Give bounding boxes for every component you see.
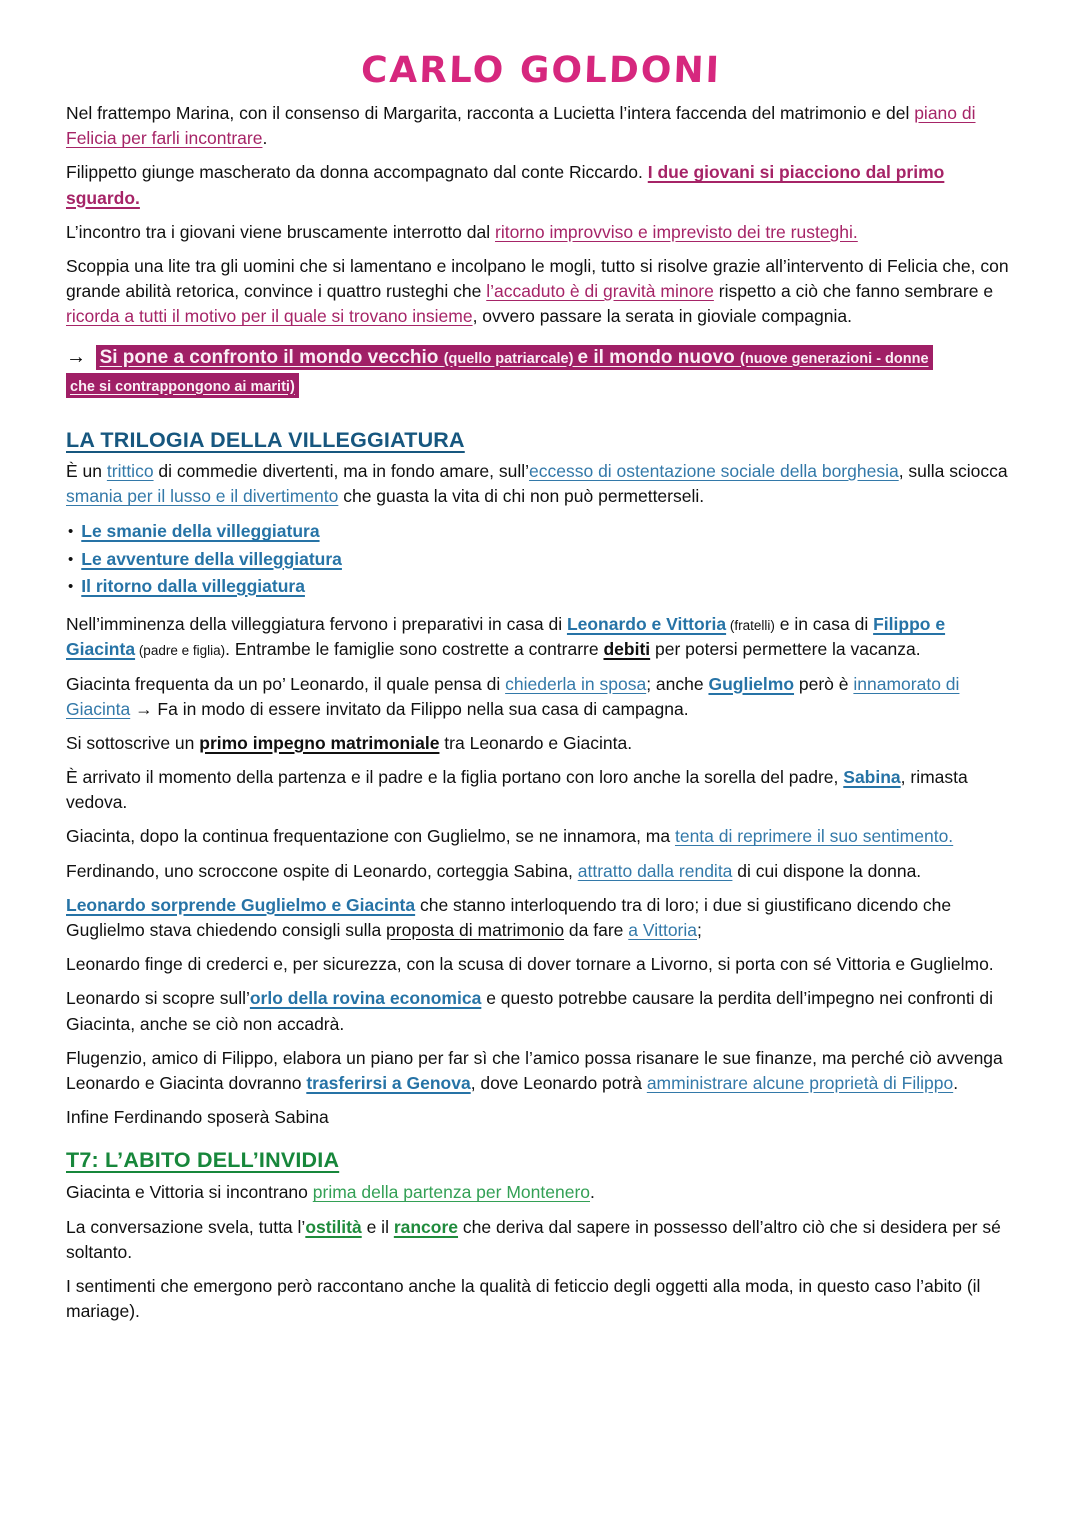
paragraph — [66, 859, 1016, 884]
text-segment: Nel frattempo Marina, con il consenso di Margarita, racconta a Lucietta l’intera faccenda del matrimonio e del — [66, 103, 915, 123]
text-segment: e in casa di — [774, 614, 874, 635]
text-segment: proposta di matrimonio — [386, 920, 565, 941]
bullet-item — [66, 546, 1016, 572]
section-heading-green: T7: L’ABITO DELL’INVIDIA — [66, 1148, 340, 1173]
text-segment: La conversazione svela, tutta l’ — [66, 1216, 306, 1237]
text-segment: Nell’imminenza della villeggiatura fervono i preparativi in casa di — [66, 614, 567, 635]
paragraph — [66, 160, 1016, 210]
highlight-segment: Si pone a confronto il mondo vecchio — [99, 346, 444, 368]
text-segment: Giacinta frequenta da un po’ Leonardo, il quale pensa di — [66, 673, 506, 694]
bullet-text: Le smanie della villeggiatura — [81, 521, 320, 542]
text-segment: → Fa in modo di essere invitato da Filippo nella sua casa di campagna. — [130, 698, 689, 719]
text-segment: Giacinta e Vittoria si incontrano — [66, 1182, 313, 1203]
text-segment: Filippo e Giacinta — [66, 614, 946, 660]
text-segment: ritorno improvviso e imprevisto dei tre rusteghi. — [495, 221, 858, 242]
bullet-text: Le avventure della villeggiatura — [81, 548, 342, 569]
text-segment: eccesso di ostentazione sociale della borghesia — [529, 461, 899, 482]
text-segment: Guglielmo — [708, 673, 795, 694]
text-segment: e questo potrebbe causare la perdita dell’impegno nei confronti di Giacinta, anche se ciò non accadrà. — [66, 988, 994, 1034]
paragraph — [66, 220, 1016, 245]
text-segment: piano di Felicia per farli incontrare — [66, 103, 976, 149]
paragraph — [66, 672, 1016, 722]
bullet-text: Il ritorno dalla villeggiatura — [81, 575, 305, 596]
paragraph — [66, 254, 1016, 330]
text-segment: rispetto a ciò che fanno sembrare e — [713, 281, 994, 302]
text-segment: prima della partenza per Montenero — [312, 1182, 591, 1203]
bullet-icon: • — [68, 577, 74, 595]
text-segment: per potersi permettere la vacanza. — [650, 639, 921, 660]
text-segment: . — [590, 1182, 595, 1203]
text-segment: debiti — [603, 639, 651, 660]
text-segment: amministrare alcune proprietà di Filippo — [646, 1072, 954, 1093]
paragraph — [66, 986, 1016, 1036]
text-segment: tenta di reprimere il suo sentimento. — [674, 826, 954, 847]
bullet-icon: • — [68, 550, 74, 568]
text-segment: Ferdinando, uno scroccone ospite di Leonardo, corteggia Sabina, — [66, 860, 578, 881]
bullet-list — [66, 518, 1016, 599]
text-segment: attratto dalla rendita — [577, 860, 733, 881]
text-segment: e il — [361, 1216, 394, 1237]
paragraph — [66, 824, 1016, 849]
text-segment: ostilità — [305, 1216, 362, 1237]
text-segment: Leonardo si scopre sull’ — [66, 988, 250, 1009]
text-segment: di cui dispone la donna. — [732, 860, 922, 881]
text-segment: Scoppia una lite tra gli uomini che si lamentano e incolpano le mogli, tutto si risolve grazie all’intervento di Felicia che, con grande abilità retorica, convince i quattro rusteghi che — [66, 255, 1009, 302]
text-segment: Flugenzio, amico di Filippo, elabora un piano per far sì che l’amico possa risanare le sue finanze, ma perché ciò avvenga Leonardo e Giacinta dovranno — [66, 1047, 1003, 1093]
paragraph — [66, 952, 1016, 977]
text-segment: Si sottoscrive un — [66, 732, 200, 753]
highlight-segment: (quello patriarcale) — [443, 350, 578, 367]
text-segment: L’incontro tra i giovani viene bruscamente interrotto dal — [66, 221, 495, 242]
bullet-icon: • — [68, 523, 74, 541]
text-segment: chiederla in sposa — [505, 673, 647, 694]
text-segment: ; anche — [646, 673, 709, 694]
paragraph — [66, 765, 1016, 815]
text-segment: rancore — [393, 1216, 459, 1237]
text-segment: Leonardo e Vittoria — [566, 614, 727, 635]
text-segment: Infine Ferdinando sposerà Sabina — [66, 1107, 329, 1128]
highlight-segment: (nuove generazioni - donne — [740, 350, 929, 367]
text-segment: Sabina — [843, 767, 901, 788]
text-segment: , sulla sciocca — [898, 461, 1008, 482]
section-heading-blue: LA TRILOGIA DELLA VILLEGGIATURA — [66, 428, 465, 453]
bullet-item — [66, 573, 1016, 599]
document-body — [66, 101, 1016, 1324]
text-segment: però è — [794, 673, 854, 694]
text-segment: Filippetto giunge mascherato da donna accompagnato dal conte Riccardo. — [66, 162, 648, 183]
text-segment: Leonardo sorprende Guglielmo e Giacinta — [66, 894, 416, 915]
highlighted-note — [66, 343, 1016, 400]
text-segment: . — [953, 1072, 959, 1093]
text-segment: che stanno interloquendo tra di loro; i due si giustificano dicendo che Guglielmo stava chiedendo consigli sulla — [66, 894, 952, 941]
text-segment: , rimasta vedova. — [66, 767, 968, 813]
paragraph — [66, 1274, 1016, 1324]
text-segment: tra Leonardo e Giacinta. — [439, 732, 633, 753]
highlight-text — [66, 345, 933, 398]
arrow-icon: → — [66, 345, 92, 368]
text-segment: . Entrambe le famiglie sono costrette a contrarre — [225, 639, 604, 660]
paragraph — [66, 1180, 1016, 1205]
text-segment: che guasta la vita di chi non può permetterseli. — [338, 486, 705, 507]
text-segment: di commedie divertenti, ma in fondo amare, sull’ — [153, 461, 530, 482]
paragraph — [66, 1105, 1016, 1130]
text-segment: (padre e figlia) — [135, 643, 226, 659]
text-segment: , ovvero passare la serata in gioviale compagnia. — [472, 306, 852, 327]
text-segment: trasferirsi a Genova — [306, 1072, 471, 1093]
page-title: CARLO GOLDONI — [360, 50, 722, 91]
text-segment: orlo della rovina economica — [249, 988, 482, 1009]
text-segment: innamorato di Giacinta — [66, 673, 960, 719]
text-segment: ; — [697, 920, 702, 941]
bullet-item — [66, 518, 1016, 544]
text-segment: , dove Leonardo potrà — [470, 1072, 647, 1093]
highlight-segment: e il mondo nuovo — [577, 346, 741, 368]
paragraph — [66, 1215, 1016, 1265]
text-segment: I sentimenti che emergono però raccontano anche la qualità di feticcio degli oggetti alla moda, in questo caso l’abito (il mariage). — [66, 1275, 981, 1322]
paragraph — [66, 731, 1016, 756]
text-segment: smania per il lusso e il divertimento — [66, 486, 339, 507]
text-segment: È arrivato il momento della partenza e il padre e la figlia portano con loro anche la sorella del padre, — [66, 767, 844, 788]
paragraph — [66, 459, 1016, 509]
text-segment: che deriva dal sapere in possesso dell’altro ciò che si desidera per sé soltanto. — [66, 1216, 1001, 1262]
text-segment: È un — [66, 461, 107, 482]
text-segment: a Vittoria — [628, 920, 698, 941]
text-segment: trittico — [106, 461, 154, 482]
text-segment: (fratelli) — [726, 618, 775, 634]
text-segment: da fare — [564, 920, 629, 941]
text-segment: primo impegno matrimoniale — [199, 732, 440, 753]
paragraph — [66, 101, 1016, 151]
paragraph — [66, 1046, 1016, 1096]
paragraph — [66, 612, 1016, 662]
highlight-segment: che si contrappongono ai mariti) — [70, 378, 295, 395]
text-segment: . — [262, 128, 268, 149]
text-segment: Giacinta, dopo la continua frequentazione con Guglielmo, se ne innamora, ma — [66, 826, 675, 847]
text-segment: Leonardo finge di crederci e, per sicurezza, con la scusa di dover tornare a Livorno, si porta con sé Vittoria e Guglielmo. — [66, 954, 994, 975]
text-segment: ricorda a tutti il motivo per il quale si trovano insieme — [66, 306, 473, 327]
text-segment: I due giovani si piacciono dal primo sguardo. — [66, 162, 945, 208]
text-segment: l’accaduto è di gravità minore — [486, 281, 714, 302]
paragraph — [66, 893, 1016, 943]
